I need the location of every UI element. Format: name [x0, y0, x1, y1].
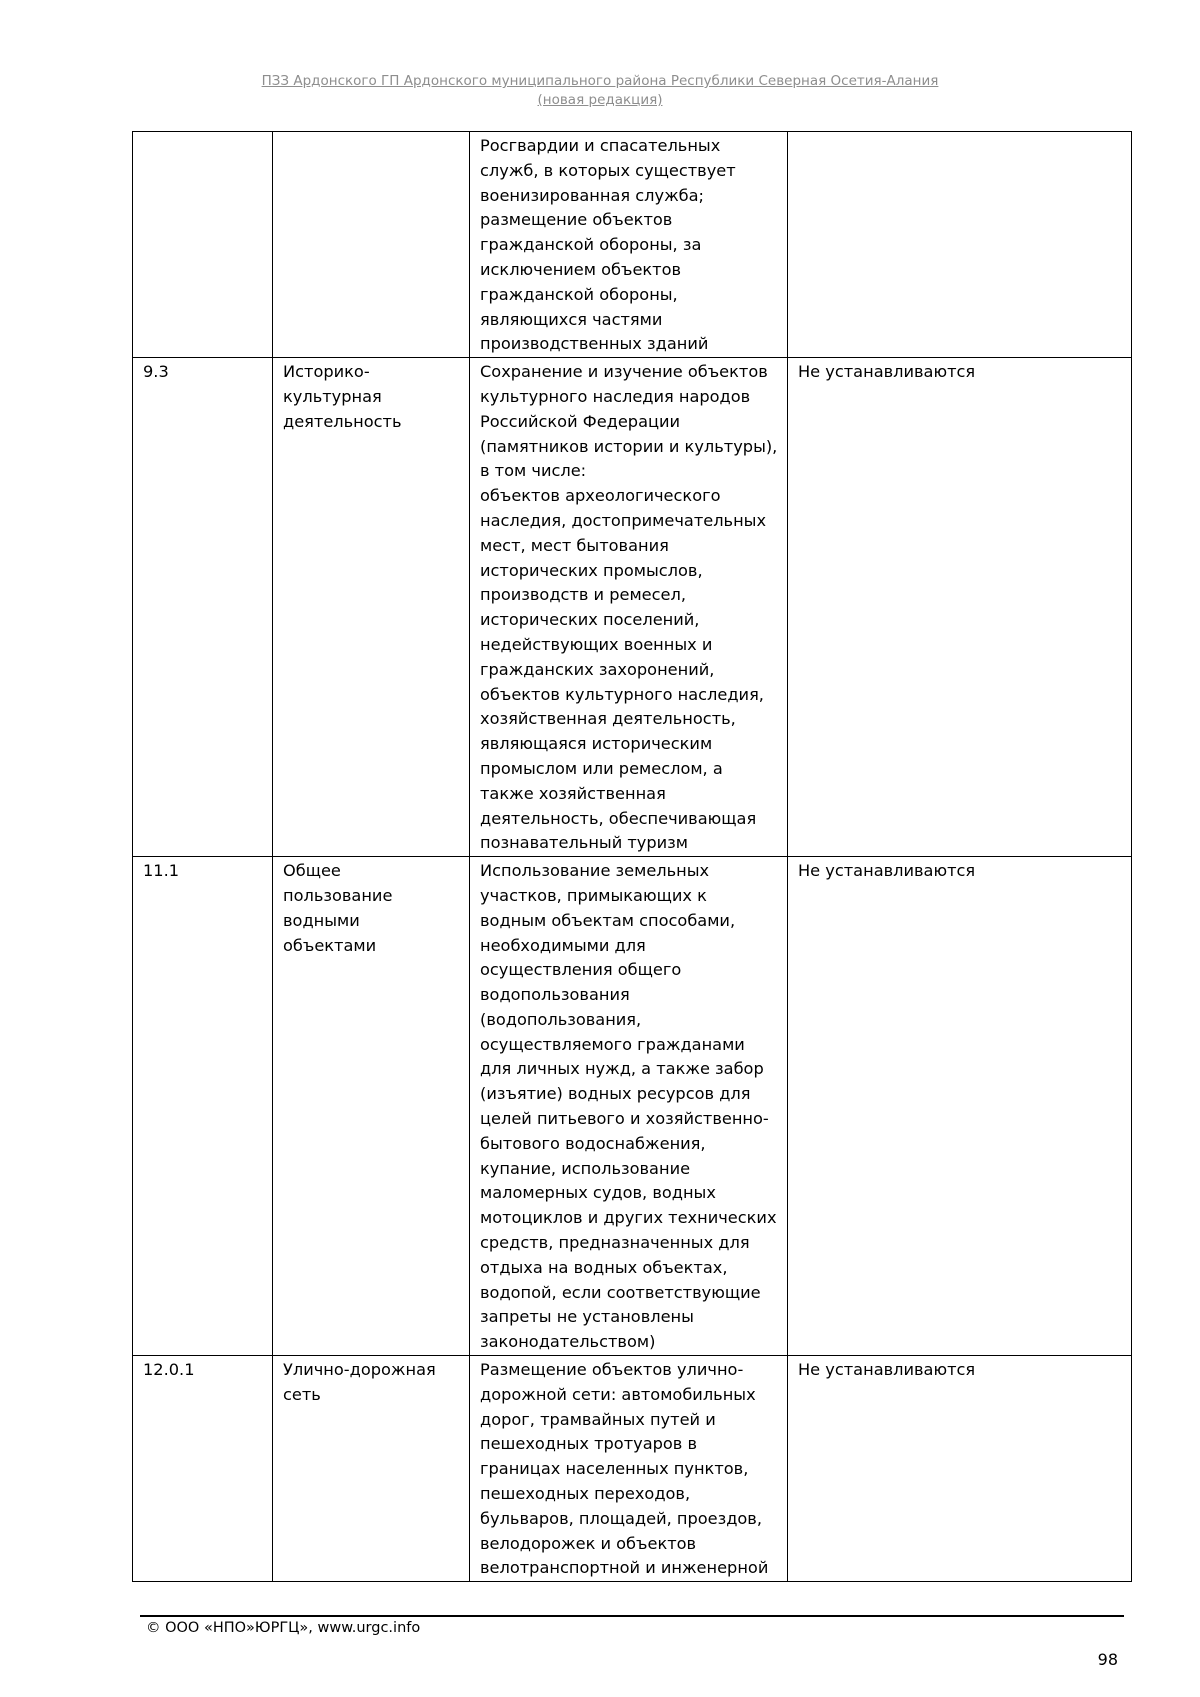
cell-params: Не устанавливаются — [788, 358, 1132, 857]
cell-description: Сохранение и изучение объектов культурного наследия народов Российской Федерации (памятников истории и культуры), в том числе: объектов археологического наследия, достопримечательных мест, мест бытования исторических промыслов, производств и ремесел, исторических поселений, недействующих военных и гражданских захоронений, объектов культурного наследия, хозяйственная деятельность, являющаяся историческим промыслом или ремеслом, а также хозяйственная деятельность, обеспечивающая познавательный туризм — [470, 358, 788, 857]
footer-copyright: © ООО «НПО»ЮРГЦ», www.urgc.info — [146, 1620, 421, 1636]
cell-name — [273, 132, 470, 358]
table-row — [133, 857, 1132, 1356]
cell-name: Общее пользование водными объектами — [273, 857, 470, 1356]
cell-code: 11.1 — [133, 857, 273, 1356]
cell-params: Не устанавливаются — [788, 1356, 1132, 1582]
header-title: ПЗЗ Ардонского ГП Ардонского муниципального района Республики Северная Осетия-Алания — [261, 73, 939, 89]
footer-divider — [140, 1615, 1124, 1617]
page-header — [0, 72, 1200, 110]
cell-description: Размещение объектов улично- дорожной сети: автомобильных дорог, трамвайных путей и пешеходных тротуаров в границах населенных пунктов, пешеходных переходов, бульваров, площадей, проездов, велодорожек и объектов велотранспортной и инженерной — [470, 1356, 788, 1582]
land-use-table — [132, 131, 1132, 1582]
cell-code: 9.3 — [133, 358, 273, 857]
cell-params — [788, 132, 1132, 358]
cell-description: Использование земельных участков, примыкающих к водным объектам способами, необходимыми для осуществления общего водопользования (водопользования, осуществляемого гражданами для личных нужд, а также забор (изъятие) водных ресурсов для целей питьевого и хозяйственно- бытового водоснабжения, купание, использование маломерных судов, водных мотоциклов и других технических средств, предназначенных для отдыха на водных объектах, водопой, если соответствующие запреты не установлены законодательством) — [470, 857, 788, 1356]
page-number: 98 — [1097, 1650, 1118, 1669]
cell-params: Не устанавливаются — [788, 857, 1132, 1356]
cell-description: Росгвардии и спасательных служб, в которых существует военизированная служба; размещение объектов гражданской обороны, за исключением объектов гражданской обороны, являющихся частями производственных зданий — [470, 132, 788, 358]
table-row — [133, 358, 1132, 857]
cell-name: Улично-дорожная сеть — [273, 1356, 470, 1582]
header-subtitle: (новая редакция) — [537, 92, 663, 108]
cell-code: 12.0.1 — [133, 1356, 273, 1582]
cell-name: Историко- культурная деятельность — [273, 358, 470, 857]
cell-code — [133, 132, 273, 358]
table-row — [133, 1356, 1132, 1582]
table-row — [133, 132, 1132, 358]
